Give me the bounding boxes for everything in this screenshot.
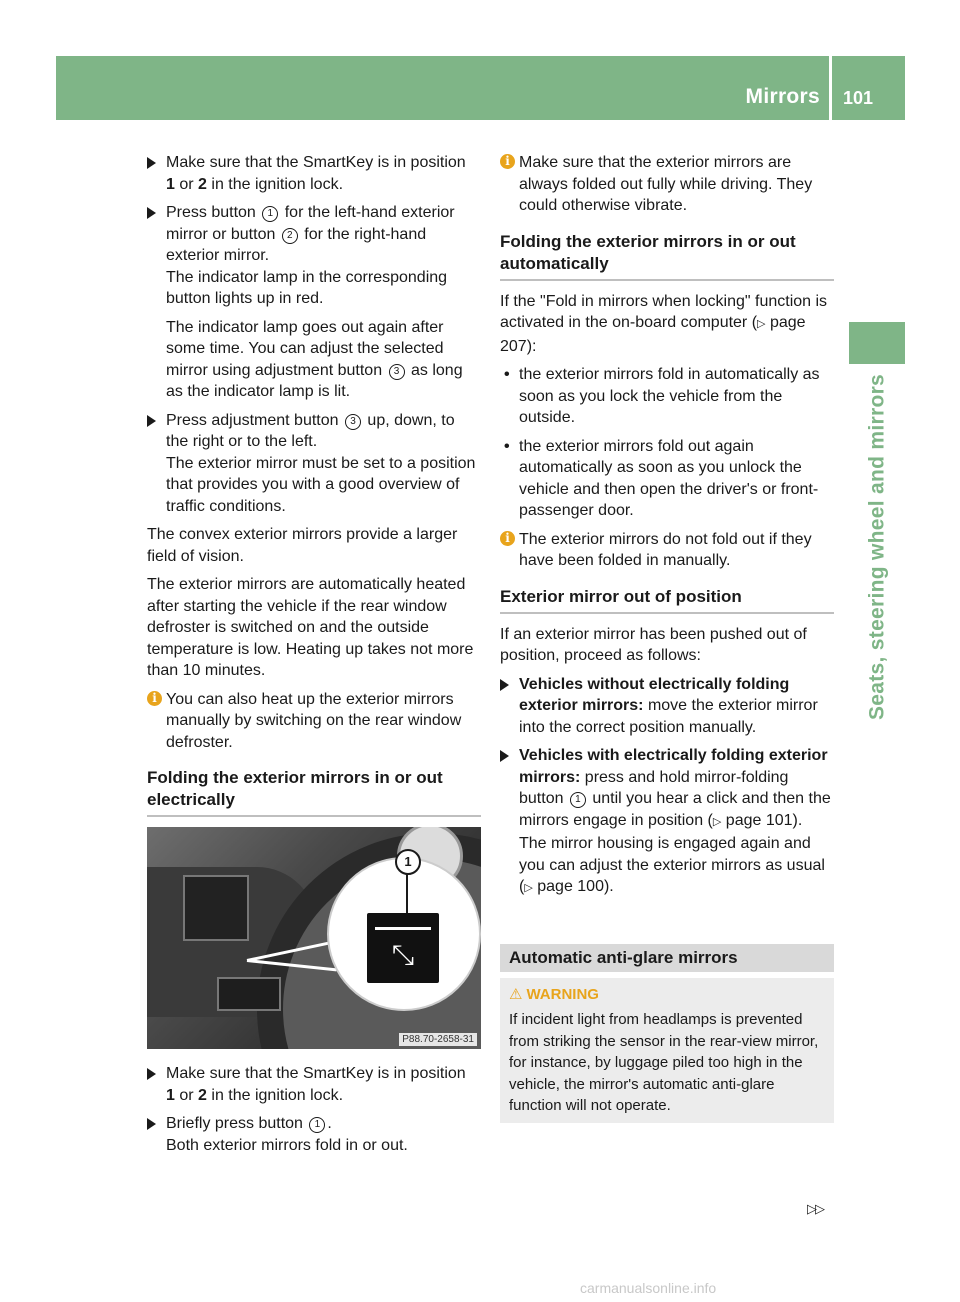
list-item: • the exterior mirrors fold out again automatically as soon as you unlock the vehicle and then open the driver's or front-passenger door. <box>504 437 819 519</box>
page-reference-icon: ▷ <box>712 815 722 828</box>
left-column <box>147 152 481 1163</box>
side-tab-label: Seats, steering wheel and mirrors <box>865 374 889 721</box>
warning-text: If incident light from headlamps is prevented from striking the sensor in the rear-view mirror, for instance, by luggage piled too high in the vehicle, the mirror's automatic anti-glare function will not operate. <box>509 1011 819 1114</box>
switch-panel-shape <box>183 875 249 941</box>
bullet-icon: • <box>504 437 510 455</box>
photo-caption: P88.70-2658-31 <box>399 1033 477 1046</box>
info-note: i You can also heat up the exterior mirrors manually by switching on the rear window defroster. <box>147 689 481 754</box>
callout-marker: 1 <box>395 849 421 875</box>
step-arrow-icon <box>500 750 509 762</box>
step-arrow-icon <box>147 207 156 219</box>
paragraph: The exterior mirrors are automatically heated after starting the vehicle if the rear window defroster is switched on and the outside temperature is low. Heating up takes not more than 10 minutes. <box>147 576 474 679</box>
watermark: carmanualsonline.info <box>580 1280 717 1296</box>
section-title-bar: Automatic anti-glare mirrors <box>500 944 834 972</box>
step-result: The indicator lamp in the corresponding button lights up in red. <box>166 268 448 307</box>
page-reference-icon: ▷ <box>757 318 766 330</box>
warning-title: ⚠ WARNING <box>509 984 825 1006</box>
header-divider <box>829 56 832 120</box>
section-heading: Folding the exterior mirrors in or out automatically <box>500 231 834 281</box>
mirror-switch-shape <box>217 977 281 1011</box>
page-title: Mirrors <box>745 85 820 108</box>
step-arrow-icon <box>500 679 509 691</box>
section-heading: Folding the exterior mirrors in or out electrically <box>147 767 481 817</box>
callout-number-icon: 1 <box>309 1117 325 1133</box>
page-reference-icon: ▷ <box>524 882 533 894</box>
side-tab-block <box>849 322 905 364</box>
step-item: Make sure that the SmartKey is in position 1 or 2 in the ignition lock. <box>147 1063 481 1106</box>
callout-number-icon: 3 <box>345 414 361 430</box>
callout-number-icon: 2 <box>282 228 298 244</box>
continue-arrows-icon: ▷▷ <box>807 1201 823 1216</box>
step-arrow-icon <box>147 1068 156 1080</box>
step-arrow-icon <box>147 1118 156 1130</box>
step-item: Briefly press button 1 . Both exterior mirrors fold in or out. <box>147 1113 481 1156</box>
bullet-icon: • <box>504 366 510 383</box>
step-item: Vehicles without electrically folding exterior mirrors: move the exterior mirror into the correct position manually. <box>500 674 834 739</box>
callout-number-icon: 3 <box>389 364 405 380</box>
warning-icon: ⚠ <box>509 985 523 1003</box>
step-item: Press adjustment button 3 up, down, to the right or to the left. The exterior mirror must be set to a position that provides you with a good overview of traffic conditions. <box>147 410 481 518</box>
page-number: 101 <box>843 88 874 108</box>
list-item: • the exterior mirrors fold in automatically as soon as you lock the vehicle from the outside. <box>504 366 820 426</box>
paragraph: The convex exterior mirrors provide a larger field of vision. <box>147 526 458 565</box>
step-item: Vehicles with electrically folding exterior mirrors: press and hold mirror-folding button 1 until you hear a click and then the mirrors engage in position (▷ page 101). The mirror housing is engaged again and you can adjust the exterior mirrors as usual (▷ page 100). <box>500 745 834 900</box>
callout-number-icon: 1 <box>262 206 278 222</box>
step-item: Make sure that the SmartKey is in position 1 or 2 in the ignition lock. <box>147 152 481 195</box>
mirror-button-photo <box>147 827 481 1049</box>
step-item: Press button 1 for the left-hand exterior mirror or button 2 for the right-hand exterior mirror. The indicator lamp in the corresponding button lights up in red. The indicator lamp goes out again after some time. You can adjust the selected mirror using adjustment button 3 as long as the indicator lamp is lit. <box>147 202 481 403</box>
info-icon: i <box>500 154 515 169</box>
warning-box <box>500 978 834 1123</box>
step-result: Both exterior mirrors fold in or out. <box>166 1136 408 1154</box>
paragraph: If the "Fold in mirrors when locking" function is activated in the on-board computer (▷ page 207): <box>500 292 828 355</box>
mirror-fold-button <box>367 913 439 983</box>
info-note: i Make sure that the exterior mirrors are always folded out fully while driving. They could otherwise vibrate. <box>500 152 834 217</box>
info-icon: i <box>500 531 515 546</box>
step-arrow-icon <box>147 415 156 427</box>
callout-number-icon: 1 <box>570 792 586 808</box>
info-note: i The exterior mirrors do not fold out if they have been folded in manually. <box>500 529 834 572</box>
section-heading: Exterior mirror out of position <box>500 586 834 614</box>
step-result: The indicator lamp goes out again after some time. You can adjust the selected mirror using adjustment button 3 as long as the indicator lamp is lit. <box>166 318 463 400</box>
step-result: The exterior mirror must be set to a position that provides you with a good overview of traffic conditions. <box>166 454 476 515</box>
step-arrow-icon <box>147 157 156 169</box>
info-icon: i <box>147 691 162 706</box>
paragraph: If an exterior mirror has been pushed out of position, proceed as follows: <box>500 625 807 664</box>
mirror-fold-icon: ⤡ <box>391 939 415 970</box>
right-column <box>500 152 834 1123</box>
step-result: The mirror housing is engaged again and you can adjust the exterior mirrors as usual (▷ page 100). <box>519 835 825 895</box>
